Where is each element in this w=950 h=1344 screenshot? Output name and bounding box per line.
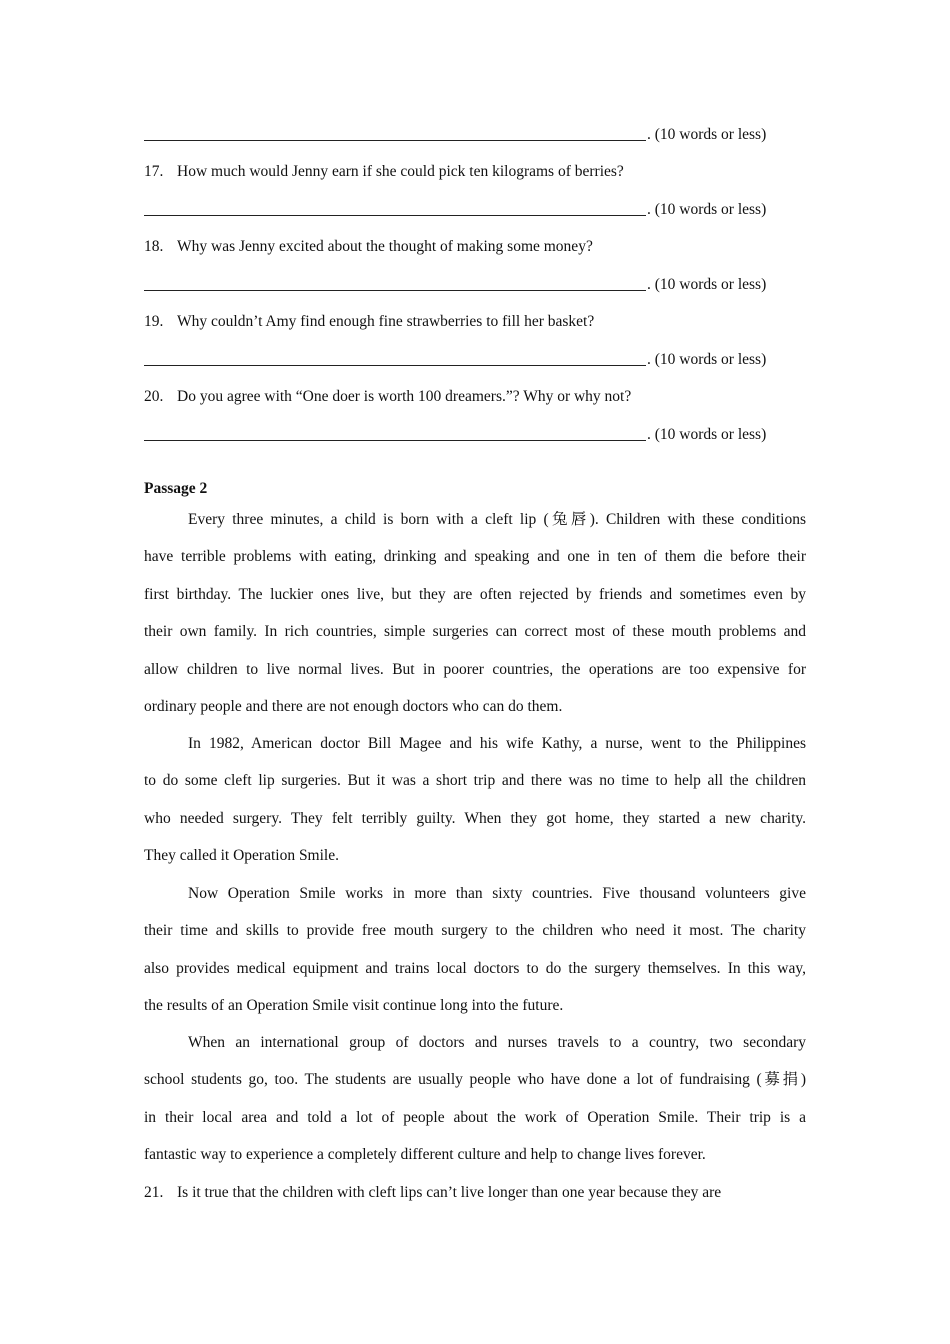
passage-paragraph-3 [144, 875, 806, 1025]
passage-paragraph-1 [144, 501, 806, 725]
passage-heading: Passage 2 [144, 480, 208, 497]
paragraph-line: their own family. In rich countries, simple surgeries can correct most of these mouth problems and [144, 623, 806, 641]
paragraph-line: to do some cleft lip surgeries. But it was a short trip and there was no time to help all the children [144, 772, 806, 790]
question-18 [144, 238, 593, 256]
word-limit-note: . (10 words or less) [647, 276, 767, 293]
paragraph-line: school students go, too. The students are usually people who have done a lot of fundraising (募捐) [144, 1071, 806, 1089]
paragraph-line: first birthday. The luckier ones live, but they are often rejected by friends and sometimes even by [144, 585, 806, 603]
question-text: How much would Jenny earn if she could pick ten kilograms of berries? [177, 163, 624, 180]
question-19 [144, 313, 594, 331]
question-number: 21. [144, 1184, 164, 1201]
paragraph-line: ordinary people and there are not enough doctors who can do them. [144, 697, 563, 715]
paragraph-line: the results of an Operation Smile visit continue long into the future. [144, 997, 564, 1015]
paragraph-line: When an international group of doctors and nurses travels to a country, two secondary [188, 1034, 806, 1051]
answer-blank[interactable] [144, 351, 646, 366]
answer-line-19[interactable] [144, 351, 776, 371]
question-number: 17. [144, 163, 164, 180]
word-limit-note: . (10 words or less) [647, 351, 767, 368]
answer-line-20[interactable] [144, 426, 776, 446]
answer-blank[interactable] [144, 276, 646, 291]
answer-blank[interactable] [144, 201, 646, 216]
paragraph-line: who needed surgery. They felt terribly guilty. When they got home, they started a new charity. [144, 809, 806, 827]
passage-paragraph-2 [144, 725, 806, 875]
answer-blank[interactable] [144, 426, 646, 441]
question-number: 20. [144, 388, 164, 405]
question-number: 19. [144, 313, 164, 330]
answer-line-17[interactable] [144, 201, 776, 221]
answer-line-16[interactable] [144, 126, 776, 146]
word-limit-note: . (10 words or less) [647, 201, 767, 218]
paragraph-line: Now Operation Smile works in more than sixty countries. Five thousand volunteers give [188, 885, 806, 902]
paragraph-line: their time and skills to provide free mouth surgery to the children who need it most. The charity [144, 922, 806, 940]
paragraph-line: Every three minutes, a child is born with a cleft lip (兔唇). Children with these conditions [188, 511, 806, 528]
question-text: Do you agree with “One doer is worth 100 dreamers.”? Why or why not? [177, 388, 632, 405]
paragraph-line: have terrible problems with eating, drinking and speaking and one in ten of them die before their [144, 548, 806, 566]
question-21 [144, 1184, 721, 1202]
question-20 [144, 388, 631, 406]
word-limit-note: . (10 words or less) [647, 126, 767, 143]
paragraph-line: allow children to live normal lives. But in poorer countries, the operations are too expensive for [144, 660, 806, 678]
question-number: 18. [144, 238, 164, 255]
passage-paragraph-4 [144, 1024, 806, 1174]
question-text: Why was Jenny excited about the thought of making some money? [177, 238, 593, 255]
paragraph-line: They called it Operation Smile. [144, 847, 339, 865]
paragraph-line: In 1982, American doctor Bill Magee and his wife Kathy, a nurse, went to the Philippines [188, 735, 806, 752]
paragraph-line: also provides medical equipment and trains local doctors to do the surgery themselves. In this way, [144, 959, 806, 977]
answer-line-18[interactable] [144, 276, 776, 296]
question-17 [144, 163, 624, 181]
paragraph-line: fantastic way to experience a completely different culture and help to change lives forever. [144, 1146, 706, 1164]
question-text: Is it true that the children with cleft lips can’t live longer than one year because they are [177, 1184, 722, 1201]
paragraph-line: in their local area and told a lot of people about the work of Operation Smile. Their trip is a [144, 1108, 806, 1126]
question-text: Why couldn’t Amy find enough fine strawberries to fill her basket? [177, 313, 595, 330]
answer-blank[interactable] [144, 126, 646, 141]
word-limit-note: . (10 words or less) [647, 426, 767, 443]
